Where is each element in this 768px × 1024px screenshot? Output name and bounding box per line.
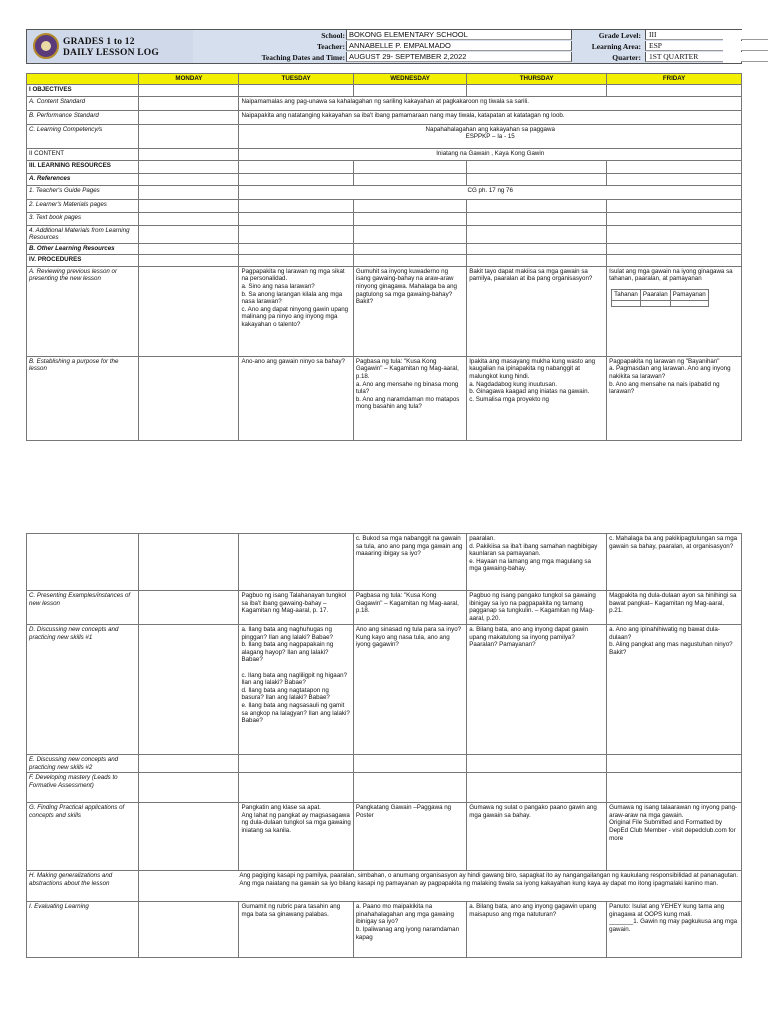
generalization-text: Ang pagiging kasapi ng pamilya, paaralan, simbahan, o anumang organisasyon ay hindi gawang biro, sapagkat ito ay nangangailangan ng kaukulang responsibilidad at pananagutan. Ang mga naiatang na gawain sa iyo bilang kasapi ng pamayanan ay pagpapakita ng malaking tiwala sa iyong kakayahan kung kaya ay dapat mo itong ipagmalaki kanino man. — [139, 871, 742, 902]
day-wednesday: WEDNESDAY — [353, 74, 466, 85]
competency-code: ESPPKP – Ia - 15 — [465, 133, 515, 141]
evaluating-label: I. Evaluating Learning — [27, 902, 139, 958]
learners-materials-label: 2. Learner's Materials pages — [27, 199, 139, 212]
evaluating-wednesday: a. Paano mo maipakikita na pinahahalagahan ang mga gawaing ibinigay sa iyo? b. Ipaliwanag ang iyong naramdaman kapag — [353, 902, 466, 958]
practical-tuesday: Pangkatin ang klase sa apat. Ang lahat ng pangkat ay magsasagawa ng dula-dulaan tungkol sa mga gawaing iniatang sa kanila. — [239, 803, 353, 871]
quarter-label: Quarter: — [612, 53, 641, 62]
practical-friday: Gumawa ng isang talaarawan ng inyong pang-araw-araw na mga gawain. Original File Submitted and Formatted by DepEd Club Member - visit depedclub.com for more — [607, 803, 742, 871]
competency-label: C. Learning Competency/s — [27, 124, 139, 148]
evaluating-thursday: a. Bilang bata, ano ang inyong gagawin upang maisapuso ang mga natuturan? — [467, 902, 607, 958]
presenting-label: C. Presenting Examples/instances of new lesson — [27, 591, 139, 625]
mini-header-tahanan: Tahanan — [612, 289, 641, 300]
page-1 — [0, 0, 768, 490]
evaluating-friday: Panuto: Isulat ang YEHEY kung tama ang ginagawa at OOPS kung mali. _______1. Gawin ng may pagkukusa ang mga gawain. — [607, 902, 742, 958]
deped-seal-logo — [33, 33, 59, 59]
review-tuesday: Pagpapakita ng larawan ng mga sikat na personalidad. a. Sino ang nasa larawan? b. Sa anong larangan kilala ang mga nasa larawan? c. Ano ang dapat ninyong gawin upang malinang pa ninyo ang inyong mga kakayahan o talento? — [239, 266, 353, 356]
mini-table — [611, 289, 709, 307]
purpose-friday: Pagpapakita ng larawan ng "Bayanihan" a. Pagmasdan ang larawan. Ano ang inyong nakikita sa larawan? b. Ano ang mensahe na nais ipabatid ng larawan? — [607, 356, 742, 440]
page-2 — [0, 532, 768, 1024]
performance-standard-label: B. Performance Standard — [27, 110, 139, 124]
competency — [239, 124, 742, 148]
discussing-1-thursday: a. Bilang bata, ano ang inyong dapat gawin upang makatulong sa inyong pamilya? Paaralan? Pamayanan? — [467, 625, 607, 755]
day-friday: FRIDAY — [607, 74, 742, 85]
purpose-wednesday: Pagbasa ng tula: "Kusa Kong Gagawin" – Kagamitan ng Mag-aaral, p.18. a. Ano ang mensahe ng binasa mong tula? b. Ano ang naramdaman mo matapos mong basahin ang tula? — [353, 356, 466, 440]
day-monday: MONDAY — [139, 74, 239, 85]
review-friday — [607, 266, 742, 356]
discussing-1-friday: a. Ano ang ipinahihiwatig ng bawat dula-dulaan? b. Aling pangkat ang mas nagustuhan ninyo? Bakit? — [607, 625, 742, 755]
performance-standard: Naipapakita ang natatanging kakayahan sa iba't ibang pamamaraan nang may tiwala, katapatan at katatagan ng loob. — [239, 110, 742, 124]
school-label: School: — [321, 31, 345, 40]
area-value: ESP — [645, 41, 768, 51]
school-value: BOKONG ELEMENTARY SCHOOL — [346, 30, 572, 40]
discussing-1-tuesday: a. Ilang bata ang naghuhugas ng pinggan? Ilan ang lalaki? Babae? b. Ilang bata ang nagpapakain ng alagang hayop? Ilan ang lalaki? Babae? c. Ilang bata ang nagliligpit ng higaan? Ilan ang lalaki? Babae? d. Ilang bata ang nagtatapon ng basura? Ilan ang lalaki? Babae? e. Ilang bata ang nagsasauli ng gamit sa angkop na lalagyan? Ilan ang lalaki? Babae? — [239, 625, 353, 755]
lesson-log-header — [26, 29, 742, 64]
review-wednesday: Gumuhit sa inyong kuwaderno ng isang gawaing-bahay na araw-araw ninyong ginagawa. Mahalaga ba ang pagtulong sa mga gawaing-bahay? Bakit? — [353, 266, 466, 356]
content-standard-label: A. Content Standard — [27, 96, 139, 110]
purpose-thursday-continued: paaralan. d. Pakikiisa sa iba't ibang samahan nagbibigay kaunlaran sa pamayanan. e. Hayaan na lamang ang mga magulang sa mga gawaing-bahay. — [467, 534, 607, 591]
header-row-teacher — [193, 41, 723, 52]
purpose-friday-continued: c. Mahalaga ba ang pakikipagtulungan sa mga gawain sa bahay, paaralan, at organisasyon? — [607, 534, 742, 591]
title-line-2: DAILY LESSON LOG — [63, 48, 159, 58]
generalization-label: H. Making generalizations and abstractions about the lesson — [27, 871, 139, 902]
review-thursday: Bakit tayo dapat makiisa sa mga gawain sa pamilya, paaralan at iba pang organisasyon? — [467, 266, 607, 356]
discussing-1-label: D. Discussing new concepts and practicing new skills #1 — [27, 625, 139, 755]
procedures-label: IV. PROCEDURES — [27, 254, 139, 266]
purpose-wednesday-continued: c. Bukod sa mga nabanggit na gawain sa tula, ano ano pang mga gawain ang maaaring ibigay sa iyo? — [353, 534, 466, 591]
purpose-tuesday: Ano-ano ang gawain ninyo sa bahay? — [239, 356, 353, 440]
content-standard: Naipamamalas ang pag-unawa sa kahalagahan ng sariling kakayahan at pagkakaroon ng tiwala sa sarili. — [239, 96, 742, 110]
header-title-block — [27, 30, 194, 63]
practical-wednesday: Pangkatang Gawain –Paggawa ng Poster — [353, 803, 466, 871]
presenting-tuesday: Pagbuo ng isang Talahanayan tungkol sa iba't ibang gawaing-bahay – Kagamitan ng Mag-aaral, p. 17. — [239, 591, 353, 625]
objectives-label: I OBJECTIVES — [27, 84, 139, 96]
day-thursday: THURSDAY — [467, 74, 607, 85]
page-gap — [0, 490, 768, 532]
practical-label: G. Finding Practical applications of concepts and skills — [27, 803, 139, 871]
references-label: A. References — [27, 173, 139, 185]
teachers-guide-label: 1. Teacher's Guide Pages — [27, 185, 139, 199]
quarter-value: 1ST QUARTER — [645, 52, 768, 62]
area-label: Learning Area: — [591, 42, 641, 51]
teacher-label: Teacher: — [316, 42, 345, 51]
discussing-1-wednesday: Ano ang sinasad ng tula para sa inyo? Kung kayo ang nasa tula, ano ang iyong gagawin? — [353, 625, 466, 755]
content-topic: Iniatang na Gawain , Kaya Kong Gawin — [239, 148, 742, 160]
header-row-school — [193, 30, 723, 41]
other-resources-label: B. Other Learning Resources — [27, 243, 139, 254]
dates-value: AUGUST 29- SEPTEMBER 2,2022 — [346, 52, 572, 62]
teacher-value: ANNABELLE P. EMPALMADO — [346, 41, 572, 51]
teachers-guide-pages: CG ph. 17 ng 76 — [239, 185, 742, 199]
textbook-label: 3. Text book pages — [27, 212, 139, 225]
resources-label: III. LEARNING RESOURCES — [27, 160, 139, 173]
day-header-row — [27, 74, 742, 85]
presenting-wednesday: Pagbasa ng tula: "Kusa Kong Gagawin" – Kagamitan ng Mag-aaral, p.18. — [353, 591, 466, 625]
grade-label: Grade Level: — [598, 31, 641, 40]
mastery-label: F. Developing mastery (Leads to Formative Assessment) — [27, 773, 139, 803]
purpose-thursday: Ipakita ang masayang mukha kung wasto ang kaugalian na ipinapakita ng nabanggit at malungkot kung hindi. a. Nagdadabog kung inuutusan. b. Ginagawa kaagad ang iniatas na gawain. c. Sumalisa mga proyekto ng — [467, 356, 607, 440]
presenting-thursday: Pagbuo ng isang pangako tungkol sa gawaing ibinigay sa iyo na pagpapakita ng tamang pagganap sa tungkulin. – Kagamitan ng Mag-aaral, p.20. — [467, 591, 607, 625]
evaluating-tuesday: Gumamit ng rubric para tasahin ang mga bata sa ginawang palabas. — [239, 902, 353, 958]
lesson-table-page-1 — [26, 73, 742, 441]
presenting-friday: Magpakita ng dula-dulaan ayon sa hinihingi sa bawat pangkat– Kagamitan ng Mag-aaral, p.21. — [607, 591, 742, 625]
lesson-table-page-2 — [26, 533, 742, 958]
mini-header-paaralan: Paaralan — [640, 289, 670, 300]
discussing-2-label: E. Discussing new concepts and practicing new skills #2 — [27, 755, 139, 773]
grade-value: III — [645, 30, 768, 40]
practical-thursday: Gumawa ng sulat o pangako paano gawin ang mga gawain sa bahay. — [467, 803, 607, 871]
header-fields — [193, 30, 723, 63]
review-friday-text: Isulat ang mga gawain na iyong ginagawa sa tahanan, paaralan, at pamayanan — [609, 267, 733, 283]
content-label: II CONTENT — [27, 148, 139, 160]
dates-label: Teaching Dates and Time: — [261, 53, 345, 62]
title-line-1: GRADES 1 to 12 — [63, 37, 135, 47]
additional-materials-label: 4. Additional Materials from Learning Resources — [27, 225, 139, 243]
mini-header-pamayanan: Pamayanan — [670, 289, 708, 300]
review-label: A. Reviewing previous lesson or presenting the new lesson — [27, 266, 139, 356]
day-tuesday: TUESDAY — [239, 74, 353, 85]
purpose-label: B. Establishing a purpose for the lesson — [27, 356, 139, 440]
header-row-dates — [193, 52, 723, 63]
competency-line-1: Napahahalagahan ang kakayahan sa paggawa — [425, 125, 555, 133]
